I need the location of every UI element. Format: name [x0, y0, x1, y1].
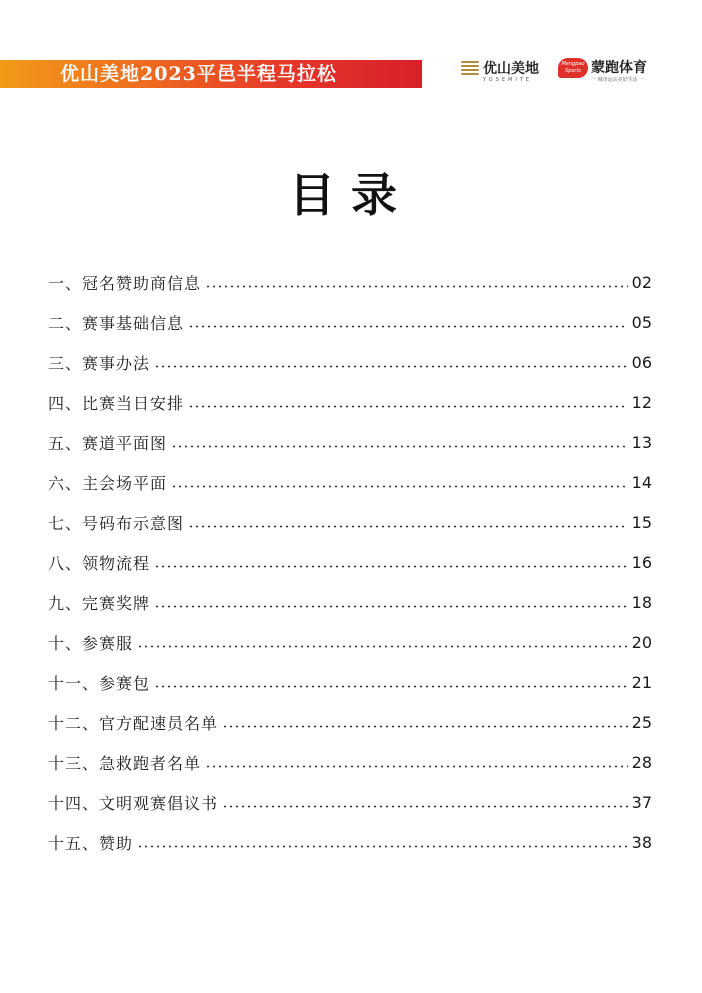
toc-entry-page: 16	[631, 552, 652, 572]
dot-leader	[222, 725, 628, 728]
banner-title: 优山美地2023平邑半程马拉松	[60, 63, 337, 85]
dot-leader	[171, 445, 628, 448]
toc-entry[interactable]	[48, 302, 652, 342]
dot-leader	[205, 285, 628, 288]
toc-entry[interactable]	[48, 422, 652, 462]
toc-entry[interactable]	[48, 342, 652, 382]
toc-entry[interactable]	[48, 382, 652, 422]
toc-entry[interactable]	[48, 462, 652, 502]
toc-entry-label: 二、赛事基础信息	[48, 313, 185, 333]
mengpao-sports-logo	[558, 56, 680, 86]
mengpao-logo-name: 蒙跑体育	[591, 60, 647, 76]
toc-entry[interactable]	[48, 542, 652, 582]
dot-leader	[137, 845, 628, 848]
toc-entry-label: 十一、参赛包	[48, 673, 151, 693]
toc-entry-label: 一、冠名赞助商信息	[48, 273, 202, 293]
mengpao-logo-slogan: 一 城市运动美好生活 一	[591, 77, 645, 83]
toc-entry-page: 37	[631, 792, 652, 812]
toc-entry-label: 十三、急救跑者名单	[48, 753, 202, 773]
toc-entry-label: 五、赛道平面图	[48, 433, 168, 453]
toc-entry-label: 十五、赞助	[48, 833, 134, 853]
toc-entry-page: 21	[631, 672, 652, 692]
youshan-meidi-logo	[461, 58, 551, 84]
toc-entry-label: 十二、官方配速员名单	[48, 713, 219, 733]
youshan-logo-subtitle: YOSEMITE	[483, 77, 533, 83]
toc-entry-label: 九、完赛奖牌	[48, 593, 151, 613]
toc-entry-page: 20	[631, 632, 652, 652]
dot-leader	[154, 685, 628, 688]
youshan-logo-name: 优山美地	[483, 61, 539, 77]
dot-leader	[137, 645, 628, 648]
toc-entry-label: 八、领物流程	[48, 553, 151, 573]
toc-entry-label: 七、号码布示意图	[48, 513, 185, 533]
dot-leader	[188, 405, 628, 408]
toc-entry[interactable]	[48, 782, 652, 822]
toc-entry-label: 三、赛事办法	[48, 353, 151, 373]
page-title: 目录	[289, 168, 413, 222]
header-banner	[0, 60, 422, 88]
toc-entry-page: 06	[631, 352, 652, 372]
mengpao-badge-icon: Mengpao Sports	[558, 58, 588, 78]
toc-entry-page: 05	[631, 312, 652, 332]
dot-leader	[171, 485, 628, 488]
youshan-mark-icon	[461, 61, 479, 77]
toc-entry[interactable]	[48, 662, 652, 702]
toc-entry-page: 15	[631, 512, 652, 532]
toc-entry[interactable]	[48, 262, 652, 302]
toc-entry-page: 12	[631, 392, 652, 412]
dot-leader	[222, 805, 628, 808]
toc-entry-label: 四、比赛当日安排	[48, 393, 185, 413]
toc-entry[interactable]	[48, 622, 652, 662]
toc-entry[interactable]	[48, 502, 652, 542]
toc-entry[interactable]	[48, 582, 652, 622]
toc-entry-page: 28	[631, 752, 652, 772]
toc-entry-page: 13	[631, 432, 652, 452]
toc-entry[interactable]	[48, 822, 652, 862]
toc-entry-page: 18	[631, 592, 652, 612]
toc-entry-page: 38	[631, 832, 652, 852]
toc-entry[interactable]	[48, 742, 652, 782]
toc-entry-label: 十、参赛服	[48, 633, 134, 653]
dot-leader	[154, 365, 628, 368]
dot-leader	[188, 525, 628, 528]
toc-entry-label: 六、主会场平面	[48, 473, 168, 493]
toc-entry-page: 02	[631, 272, 652, 292]
dot-leader	[188, 325, 628, 328]
dot-leader	[154, 565, 628, 568]
toc-entry-page: 14	[631, 472, 652, 492]
toc-entry-label: 十四、文明观赛倡议书	[48, 793, 219, 813]
toc-entry[interactable]	[48, 702, 652, 742]
dot-leader	[205, 765, 628, 768]
dot-leader	[154, 605, 628, 608]
toc-entry-page: 25	[631, 712, 652, 732]
